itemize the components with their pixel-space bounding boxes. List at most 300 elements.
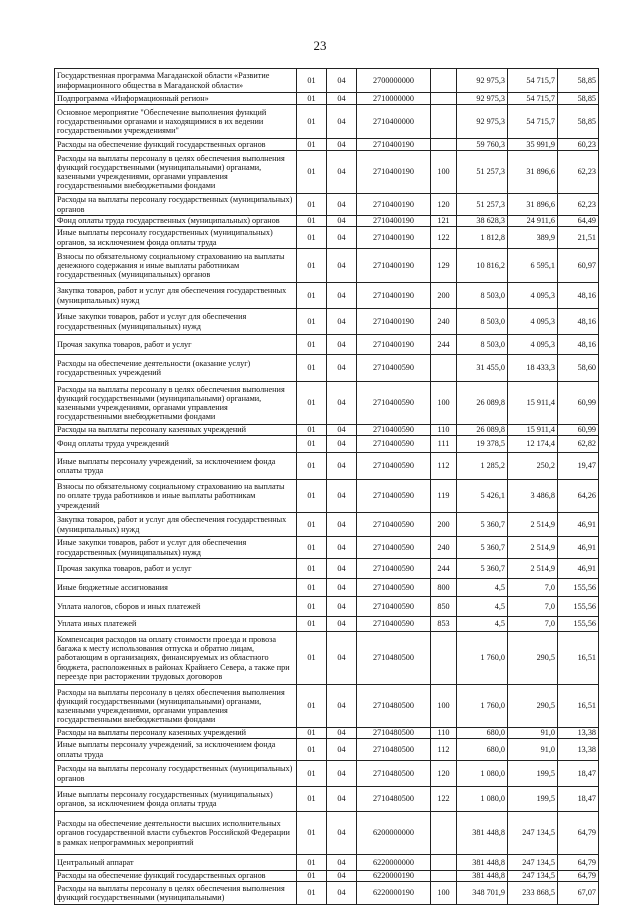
- row-target-article: 6220000190: [357, 871, 431, 882]
- row-plan-amount: 381 448,8: [457, 871, 508, 882]
- row-razdel: 01: [297, 382, 327, 425]
- table-row: [55, 93, 599, 105]
- row-name: Уплата иных платежей: [55, 617, 297, 632]
- table-row: [55, 151, 599, 194]
- row-razdel: 01: [297, 871, 327, 882]
- row-podrazdel: 04: [327, 335, 357, 355]
- row-actual-amount: 2 514,9: [508, 559, 558, 579]
- row-actual-amount: 290,5: [508, 632, 558, 685]
- row-razdel: 01: [297, 194, 327, 216]
- row-podrazdel: 04: [327, 728, 357, 739]
- row-target-article: 2710400590: [357, 425, 431, 436]
- row-actual-amount: 35 991,9: [508, 139, 558, 151]
- row-expense-type: 120: [431, 194, 457, 216]
- row-actual-amount: 247 134,5: [508, 871, 558, 882]
- row-expense-type: [431, 812, 457, 855]
- row-percent: 18,47: [558, 787, 599, 812]
- table-row: [55, 436, 599, 453]
- row-plan-amount: 680,0: [457, 739, 508, 761]
- row-target-article: 2700000000: [357, 69, 431, 93]
- row-actual-amount: 54 715,7: [508, 105, 558, 139]
- row-percent: 60,99: [558, 425, 599, 436]
- table-row: [55, 855, 599, 871]
- row-name: Иные выплаты персоналу учреждений, за исключением фонда оплаты труда: [55, 739, 297, 761]
- row-plan-amount: 92 975,3: [457, 93, 508, 105]
- row-percent: 58,85: [558, 69, 599, 93]
- row-actual-amount: 247 134,5: [508, 812, 558, 855]
- row-actual-amount: 389,9: [508, 227, 558, 249]
- row-plan-amount: 5 360,7: [457, 559, 508, 579]
- row-podrazdel: 04: [327, 249, 357, 283]
- row-percent: 64,49: [558, 216, 599, 227]
- row-razdel: 01: [297, 69, 327, 93]
- row-name: Расходы на выплаты персоналу государственных (муниципальных) органов: [55, 194, 297, 216]
- row-expense-type: 200: [431, 283, 457, 309]
- row-actual-amount: 12 174,4: [508, 436, 558, 453]
- row-name: Расходы на выплаты персоналу казенных учреждений: [55, 425, 297, 436]
- row-expense-type: [431, 105, 457, 139]
- row-target-article: 2710480500: [357, 787, 431, 812]
- row-name: Иные выплаты персоналу государственных (муниципальных) органов, за исключением фонда оплаты труда: [55, 227, 297, 249]
- row-percent: 21,51: [558, 227, 599, 249]
- row-target-article: 2710400190: [357, 139, 431, 151]
- row-target-article: 2710400190: [357, 216, 431, 227]
- row-plan-amount: 1 285,2: [457, 453, 508, 480]
- row-percent: 64,79: [558, 855, 599, 871]
- row-plan-amount: 1 760,0: [457, 685, 508, 728]
- row-percent: 48,16: [558, 309, 599, 335]
- row-name: Расходы на обеспечение функций государственных органов: [55, 871, 297, 882]
- row-plan-amount: 26 089,8: [457, 382, 508, 425]
- row-expense-type: [431, 69, 457, 93]
- row-expense-type: [431, 139, 457, 151]
- row-podrazdel: 04: [327, 382, 357, 425]
- table-row: [55, 739, 599, 761]
- row-expense-type: 240: [431, 309, 457, 335]
- table-row: [55, 787, 599, 812]
- row-target-article: 2710400590: [357, 355, 431, 382]
- row-razdel: 01: [297, 728, 327, 739]
- row-name: Расходы на обеспечение деятельности высших исполнительных органов государственной власти субъектов Российской Федерации в рамках непрограммных мероприятий: [55, 812, 297, 855]
- row-percent: 58,85: [558, 93, 599, 105]
- table-row: [55, 871, 599, 882]
- row-target-article: 2710400590: [357, 382, 431, 425]
- row-podrazdel: 04: [327, 309, 357, 335]
- row-plan-amount: 381 448,8: [457, 812, 508, 855]
- budget-table: [54, 68, 599, 905]
- row-actual-amount: 2 514,9: [508, 513, 558, 537]
- row-actual-amount: 247 134,5: [508, 855, 558, 871]
- row-podrazdel: 04: [327, 685, 357, 728]
- row-podrazdel: 04: [327, 355, 357, 382]
- row-podrazdel: 04: [327, 216, 357, 227]
- row-percent: 13,38: [558, 739, 599, 761]
- row-expense-type: 121: [431, 216, 457, 227]
- row-expense-type: 112: [431, 453, 457, 480]
- row-razdel: 01: [297, 93, 327, 105]
- row-plan-amount: 680,0: [457, 728, 508, 739]
- row-actual-amount: 15 911,4: [508, 382, 558, 425]
- row-target-article: 2710400190: [357, 249, 431, 283]
- row-percent: 64,79: [558, 812, 599, 855]
- row-name: Расходы на выплаты персоналу государственных (муниципальных) органов: [55, 761, 297, 787]
- row-percent: 62,23: [558, 194, 599, 216]
- row-razdel: 01: [297, 355, 327, 382]
- row-name: Расходы на выплаты персоналу казенных учреждений: [55, 728, 297, 739]
- row-razdel: 01: [297, 882, 327, 905]
- row-expense-type: [431, 855, 457, 871]
- table-row: [55, 249, 599, 283]
- row-expense-type: [431, 871, 457, 882]
- row-target-article: 2710400190: [357, 309, 431, 335]
- row-plan-amount: 92 975,3: [457, 69, 508, 93]
- row-razdel: 01: [297, 597, 327, 617]
- row-plan-amount: 19 378,5: [457, 436, 508, 453]
- table-row: [55, 216, 599, 227]
- row-expense-type: 110: [431, 425, 457, 436]
- table-row: [55, 309, 599, 335]
- row-podrazdel: 04: [327, 283, 357, 309]
- row-percent: 60,97: [558, 249, 599, 283]
- row-actual-amount: 24 911,6: [508, 216, 558, 227]
- row-percent: 67,07: [558, 882, 599, 905]
- row-razdel: 01: [297, 761, 327, 787]
- row-name: Расходы на выплаты персоналу в целях обеспечения выполнения функций государственными (муниципальными) органами, казенными учреждениями, органами управления государственными внебюджетными фондами: [55, 151, 297, 194]
- row-podrazdel: 04: [327, 436, 357, 453]
- row-podrazdel: 04: [327, 453, 357, 480]
- row-actual-amount: 7,0: [508, 579, 558, 597]
- table-row: [55, 453, 599, 480]
- row-plan-amount: 51 257,3: [457, 151, 508, 194]
- row-name: Иные закупки товаров, работ и услуг для обеспечения государственных (муниципальных) нужд: [55, 537, 297, 559]
- row-podrazdel: 04: [327, 93, 357, 105]
- table-row: [55, 69, 599, 93]
- row-plan-amount: 348 701,9: [457, 882, 508, 905]
- row-target-article: 2710400590: [357, 513, 431, 537]
- row-expense-type: 800: [431, 579, 457, 597]
- row-percent: 155,56: [558, 617, 599, 632]
- row-razdel: 01: [297, 139, 327, 151]
- table-row: [55, 283, 599, 309]
- row-percent: 64,26: [558, 480, 599, 513]
- row-name: Взносы по обязательному социальному страхованию на выплаты по оплате труда работников и иные выплаты работникам учреждений: [55, 480, 297, 513]
- row-plan-amount: 1 760,0: [457, 632, 508, 685]
- row-razdel: 01: [297, 216, 327, 227]
- row-expense-type: 110: [431, 728, 457, 739]
- row-name: Фонд оплаты труда государственных (муниципальных) органов: [55, 216, 297, 227]
- row-actual-amount: 3 486,8: [508, 480, 558, 513]
- row-actual-amount: 250,2: [508, 453, 558, 480]
- row-plan-amount: 26 089,8: [457, 425, 508, 436]
- row-podrazdel: 04: [327, 69, 357, 93]
- row-expense-type: 112: [431, 739, 457, 761]
- row-podrazdel: 04: [327, 632, 357, 685]
- row-razdel: 01: [297, 579, 327, 597]
- row-podrazdel: 04: [327, 812, 357, 855]
- table-row: [55, 513, 599, 537]
- row-target-article: 2710400000: [357, 105, 431, 139]
- row-name: Расходы на обеспечение функций государственных органов: [55, 139, 297, 151]
- row-percent: 62,23: [558, 151, 599, 194]
- row-razdel: 01: [297, 453, 327, 480]
- row-podrazdel: 04: [327, 871, 357, 882]
- row-expense-type: 111: [431, 436, 457, 453]
- row-plan-amount: 31 455,0: [457, 355, 508, 382]
- row-name: Государственная программа Магаданской области «Развитие информационного общества в Магаданской области»: [55, 69, 297, 93]
- table-row: [55, 597, 599, 617]
- row-target-article: 2710400590: [357, 436, 431, 453]
- row-podrazdel: 04: [327, 194, 357, 216]
- table-row: [55, 761, 599, 787]
- row-actual-amount: 91,0: [508, 728, 558, 739]
- row-target-article: 6200000000: [357, 812, 431, 855]
- row-plan-amount: 1 080,0: [457, 787, 508, 812]
- row-name: Иные бюджетные ассигнования: [55, 579, 297, 597]
- row-podrazdel: 04: [327, 787, 357, 812]
- row-target-article: 2710400190: [357, 283, 431, 309]
- row-plan-amount: 381 448,8: [457, 855, 508, 871]
- row-actual-amount: 6 595,1: [508, 249, 558, 283]
- row-expense-type: 122: [431, 787, 457, 812]
- table-row: [55, 812, 599, 855]
- row-target-article: 2710480500: [357, 761, 431, 787]
- row-razdel: 01: [297, 425, 327, 436]
- row-plan-amount: 4,5: [457, 597, 508, 617]
- row-target-article: 2710480500: [357, 739, 431, 761]
- row-target-article: 2710400590: [357, 537, 431, 559]
- row-expense-type: 100: [431, 151, 457, 194]
- row-plan-amount: 1 812,8: [457, 227, 508, 249]
- table-row: [55, 685, 599, 728]
- row-plan-amount: 10 816,2: [457, 249, 508, 283]
- row-percent: 16,51: [558, 632, 599, 685]
- row-actual-amount: 91,0: [508, 739, 558, 761]
- row-percent: 46,91: [558, 537, 599, 559]
- row-razdel: 01: [297, 151, 327, 194]
- row-expense-type: [431, 93, 457, 105]
- row-expense-type: 122: [431, 227, 457, 249]
- row-podrazdel: 04: [327, 227, 357, 249]
- row-razdel: 01: [297, 480, 327, 513]
- row-actual-amount: 290,5: [508, 685, 558, 728]
- row-expense-type: 120: [431, 761, 457, 787]
- row-razdel: 01: [297, 335, 327, 355]
- row-percent: 48,16: [558, 335, 599, 355]
- row-plan-amount: 8 503,0: [457, 309, 508, 335]
- row-actual-amount: 31 896,6: [508, 151, 558, 194]
- row-plan-amount: 5 360,7: [457, 513, 508, 537]
- row-podrazdel: 04: [327, 537, 357, 559]
- row-percent: 48,16: [558, 283, 599, 309]
- row-target-article: 6220000000: [357, 855, 431, 871]
- table-row: [55, 728, 599, 739]
- row-actual-amount: 199,5: [508, 787, 558, 812]
- row-target-article: 2710480500: [357, 632, 431, 685]
- row-name: Основное мероприятие "Обеспечение выполнения функций государственными органами и находящимися в их ведении государственными учреждениями": [55, 105, 297, 139]
- row-plan-amount: 5 426,1: [457, 480, 508, 513]
- row-razdel: 01: [297, 855, 327, 871]
- table-row: [55, 335, 599, 355]
- row-name: Иные выплаты персоналу учреждений, за исключением фонда оплаты труда: [55, 453, 297, 480]
- row-podrazdel: 04: [327, 513, 357, 537]
- row-target-article: 2710400190: [357, 194, 431, 216]
- row-actual-amount: 4 095,3: [508, 309, 558, 335]
- table-row: [55, 227, 599, 249]
- row-podrazdel: 04: [327, 425, 357, 436]
- row-plan-amount: 92 975,3: [457, 105, 508, 139]
- row-expense-type: 100: [431, 882, 457, 905]
- row-target-article: 2710000000: [357, 93, 431, 105]
- row-expense-type: [431, 632, 457, 685]
- row-actual-amount: 7,0: [508, 617, 558, 632]
- row-razdel: 01: [297, 309, 327, 335]
- row-expense-type: 240: [431, 537, 457, 559]
- row-name: Уплата налогов, сборов и иных платежей: [55, 597, 297, 617]
- row-expense-type: 119: [431, 480, 457, 513]
- table-row: [55, 139, 599, 151]
- row-plan-amount: 1 080,0: [457, 761, 508, 787]
- row-name: Расходы на обеспечение деятельности (оказание услуг) государственных учреждений: [55, 355, 297, 382]
- row-name: Закупка товаров, работ и услуг для обеспечения государственных (муниципальных) нужд: [55, 513, 297, 537]
- table-row: [55, 194, 599, 216]
- row-name: Фонд оплаты труда учреждений: [55, 436, 297, 453]
- table-row: [55, 425, 599, 436]
- row-plan-amount: 51 257,3: [457, 194, 508, 216]
- row-actual-amount: 18 433,3: [508, 355, 558, 382]
- row-razdel: 01: [297, 513, 327, 537]
- row-plan-amount: 59 760,3: [457, 139, 508, 151]
- row-podrazdel: 04: [327, 559, 357, 579]
- row-target-article: 2710400590: [357, 597, 431, 617]
- row-percent: 46,91: [558, 513, 599, 537]
- row-podrazdel: 04: [327, 151, 357, 194]
- row-target-article: 2710400590: [357, 453, 431, 480]
- row-actual-amount: 54 715,7: [508, 69, 558, 93]
- row-actual-amount: 199,5: [508, 761, 558, 787]
- row-podrazdel: 04: [327, 882, 357, 905]
- row-razdel: 01: [297, 537, 327, 559]
- row-plan-amount: 8 503,0: [457, 335, 508, 355]
- row-actual-amount: 31 896,6: [508, 194, 558, 216]
- table-row: [55, 632, 599, 685]
- row-percent: 155,56: [558, 597, 599, 617]
- row-percent: 62,82: [558, 436, 599, 453]
- row-target-article: 2710400590: [357, 559, 431, 579]
- row-expense-type: 853: [431, 617, 457, 632]
- table-row: [55, 382, 599, 425]
- row-expense-type: 850: [431, 597, 457, 617]
- budget-table-body: [55, 69, 599, 905]
- row-plan-amount: 4,5: [457, 579, 508, 597]
- row-percent: 155,56: [558, 579, 599, 597]
- row-expense-type: 244: [431, 335, 457, 355]
- row-name: Взносы по обязательному социальному страхованию на выплаты денежного содержания и иные выплаты работникам государственных (муниципальных) органов: [55, 249, 297, 283]
- row-podrazdel: 04: [327, 855, 357, 871]
- row-razdel: 01: [297, 227, 327, 249]
- row-podrazdel: 04: [327, 761, 357, 787]
- row-target-article: 2710400590: [357, 617, 431, 632]
- row-actual-amount: 54 715,7: [508, 93, 558, 105]
- row-target-article: 2710400190: [357, 151, 431, 194]
- row-razdel: 01: [297, 617, 327, 632]
- row-podrazdel: 04: [327, 139, 357, 151]
- row-percent: 60,99: [558, 382, 599, 425]
- table-row: [55, 617, 599, 632]
- row-razdel: 01: [297, 739, 327, 761]
- row-name: Прочая закупка товаров, работ и услуг: [55, 559, 297, 579]
- row-razdel: 01: [297, 559, 327, 579]
- page-number: 23: [313, 38, 327, 53]
- row-percent: 46,91: [558, 559, 599, 579]
- row-podrazdel: 04: [327, 597, 357, 617]
- table-row: [55, 355, 599, 382]
- row-name: Иные закупки товаров, работ и услуг для обеспечения государственных (муниципальных) нужд: [55, 309, 297, 335]
- row-name: Иные выплаты персоналу государственных (муниципальных) органов, за исключением фонда оплаты труда: [55, 787, 297, 812]
- row-expense-type: 100: [431, 685, 457, 728]
- row-percent: 58,60: [558, 355, 599, 382]
- row-actual-amount: 4 095,3: [508, 335, 558, 355]
- row-name: Подпрограмма «Информационный регион»: [55, 93, 297, 105]
- row-razdel: 01: [297, 249, 327, 283]
- row-target-article: 2710400190: [357, 335, 431, 355]
- row-percent: 60,23: [558, 139, 599, 151]
- row-razdel: 01: [297, 632, 327, 685]
- row-percent: 16,51: [558, 685, 599, 728]
- row-actual-amount: 2 514,9: [508, 537, 558, 559]
- row-name: Закупка товаров, работ и услуг для обеспечения государственных (муниципальных) нужд: [55, 283, 297, 309]
- row-percent: 13,38: [558, 728, 599, 739]
- row-target-article: 2710480500: [357, 728, 431, 739]
- row-razdel: 01: [297, 105, 327, 139]
- row-name: Расходы на выплаты персоналу в целях обеспечения выполнения функций государственными (муниципальными) органами, казенными учреждениями, органами управления государственными внебюджетными фондами: [55, 382, 297, 425]
- row-actual-amount: 233 868,5: [508, 882, 558, 905]
- row-expense-type: [431, 355, 457, 382]
- row-razdel: 01: [297, 436, 327, 453]
- row-plan-amount: 8 503,0: [457, 283, 508, 309]
- row-podrazdel: 04: [327, 617, 357, 632]
- table-row: [55, 105, 599, 139]
- row-razdel: 01: [297, 685, 327, 728]
- row-percent: 18,47: [558, 761, 599, 787]
- row-name: Расходы на выплаты персоналу в целях обеспечения выполнения функций государственными (муниципальными): [55, 882, 297, 905]
- row-percent: 19,47: [558, 453, 599, 480]
- row-expense-type: 200: [431, 513, 457, 537]
- row-actual-amount: 15 911,4: [508, 425, 558, 436]
- row-target-article: 6220000190: [357, 882, 431, 905]
- row-percent: 64,79: [558, 871, 599, 882]
- row-name: Расходы на выплаты персоналу в целях обеспечения выполнения функций государственными (муниципальными) органами, казенными учреждениями, органами управления государственными внебюджетными фондами: [55, 685, 297, 728]
- row-plan-amount: 4,5: [457, 617, 508, 632]
- row-name: Прочая закупка товаров, работ и услуг: [55, 335, 297, 355]
- table-row: [55, 559, 599, 579]
- row-razdel: 01: [297, 787, 327, 812]
- row-target-article: 2710480500: [357, 685, 431, 728]
- table-row: [55, 537, 599, 559]
- row-name: Компенсация расходов на оплату стоимости проезда и провоза багажа к месту использования отпуска и обратно лицам, работающим в организациях, финансируемых из областного бюджета, расположенных в районах Крайнего Севера, а также при переезде при расторжении трудовых договоров: [55, 632, 297, 685]
- row-expense-type: 244: [431, 559, 457, 579]
- row-actual-amount: 4 095,3: [508, 283, 558, 309]
- table-row: [55, 480, 599, 513]
- row-target-article: 2710400590: [357, 579, 431, 597]
- row-name: Центральный аппарат: [55, 855, 297, 871]
- row-plan-amount: 38 628,3: [457, 216, 508, 227]
- table-row: [55, 882, 599, 905]
- row-podrazdel: 04: [327, 739, 357, 761]
- row-podrazdel: 04: [327, 579, 357, 597]
- row-podrazdel: 04: [327, 480, 357, 513]
- row-razdel: 01: [297, 812, 327, 855]
- table-row: [55, 579, 599, 597]
